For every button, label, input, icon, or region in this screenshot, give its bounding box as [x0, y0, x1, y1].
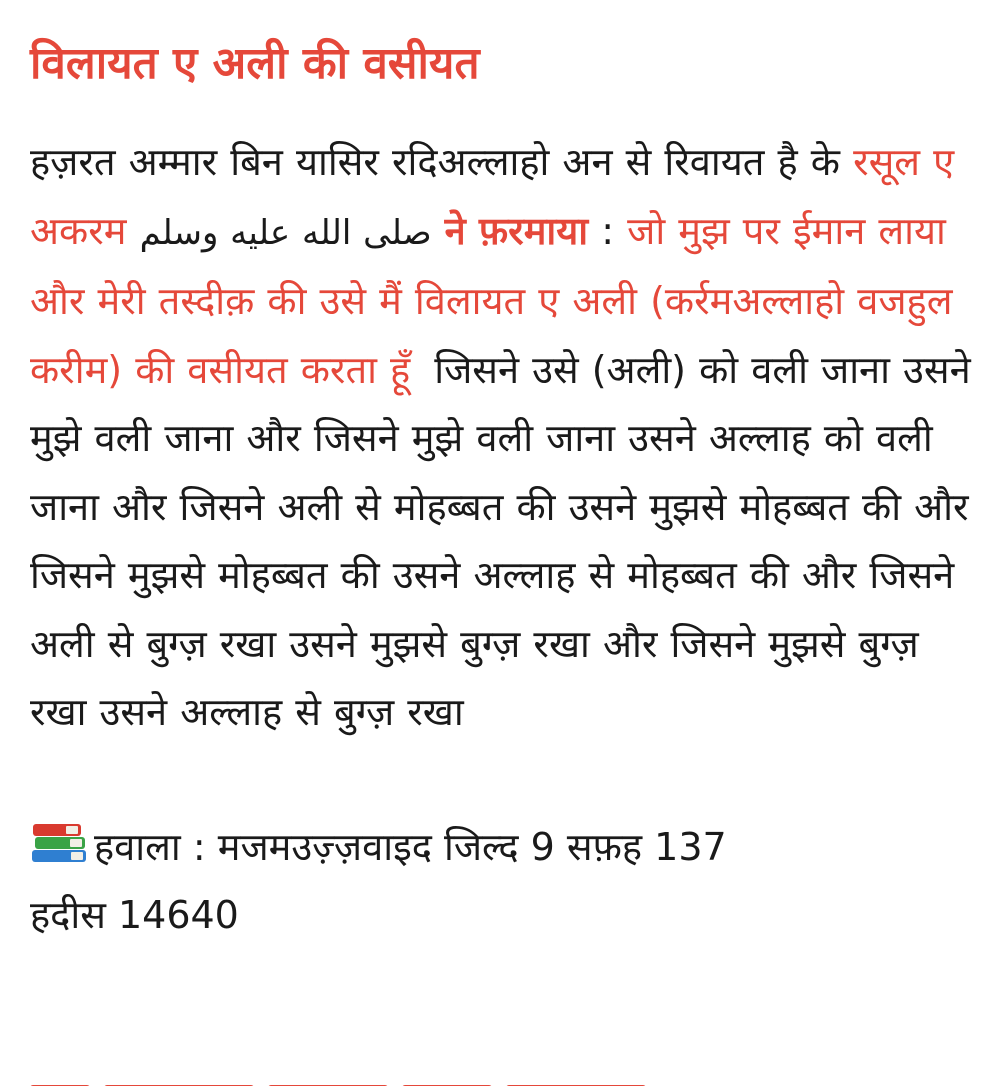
page-title: विलायत ए अली की वसीयत — [30, 38, 480, 89]
narrator-text: हज़रत अम्मार बिन यासिर रदिअल्लाहो अन से — [30, 140, 652, 184]
document-page — [30, 18, 975, 949]
arabic-salutation: صلى الله عليه وسلم — [139, 212, 432, 253]
ne-word: ने — [444, 208, 466, 253]
reference-line-1 — [30, 813, 975, 881]
books-icon — [30, 820, 88, 866]
reference-line-2: हदीस 14640 — [30, 892, 239, 937]
narration-intro: रिवायत है के — [664, 140, 840, 184]
quote-red: जो मुझ पर ईमान लाया और मेरी तस्दीक़ की उसे मैं विलायत ए अली (कर्रमअल्लाहो वजहुल करीम) की वसीयत करता हूँ — [30, 208, 953, 392]
farmaya-word: फ़रमाया — [478, 208, 589, 253]
colon-separator: : — [588, 208, 628, 253]
hadith-paragraph — [30, 128, 975, 747]
prophet-title: रसूल ए अकरम — [30, 140, 955, 253]
truncated-next-line — [30, 1078, 730, 1086]
quote-black: जिसने उसे (अली) को वली जाना उसने मुझे वली जाना और जिसने मुझे वली जाना उसने अल्लाह को वली जाना और जिसने अली से मोहब्बत की उसने मुझसे मोहब्बत की और जिसने मुझसे मोहब्बत की उसने अल्लाह से मोहब्बत की और जिसने अली से बुग्ज़ रखा उसने मुझसे बुग्ज़ रखा और जिसने मुझसे बुग्ज़ रखा उसने अल्लाह से बुग्ज़ रखा — [30, 347, 971, 734]
reference-source: हवाला : मजमउज़्ज़वाइद जिल्द 9 सफ़ह 137 — [94, 824, 727, 869]
reference-block — [30, 813, 975, 949]
